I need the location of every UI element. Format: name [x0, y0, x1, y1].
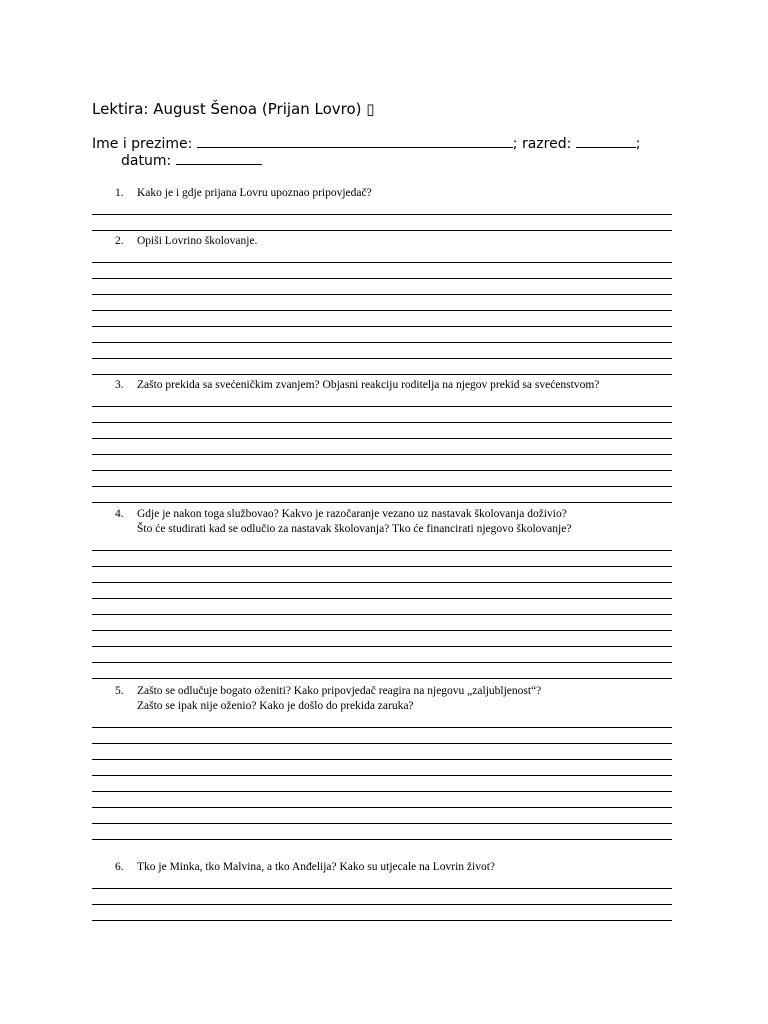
question-line: Zašto se ipak nije oženio? Kako je došlo do prekida zaruka? [137, 700, 414, 712]
answer-line[interactable] [92, 310, 672, 311]
answer-line[interactable] [92, 888, 672, 889]
question-text [137, 860, 495, 875]
question-text [137, 378, 599, 393]
answer-line[interactable] [92, 326, 672, 327]
answer-line[interactable] [92, 646, 672, 647]
page-title [92, 100, 375, 118]
answer-line[interactable] [92, 904, 672, 905]
question-number: 1. [115, 187, 124, 199]
answer-line[interactable] [92, 422, 672, 423]
question-text [137, 684, 541, 714]
class-label: ; razred: [512, 136, 572, 152]
answer-line[interactable] [92, 920, 672, 921]
date-line [121, 151, 262, 170]
question-line: Zašto prekida sa svećeničkim zvanjem? Objasni reakciju roditelja na njegov prekid sa svećenstvom? [137, 379, 600, 391]
answer-line[interactable] [92, 566, 672, 567]
class-semicolon: ; [635, 136, 641, 152]
answer-line[interactable] [92, 214, 672, 215]
question-line: Što će studirati kad se odlučio za nastavak školovanja? Tko će financirati njegovo školovanje? [137, 523, 572, 535]
question-number: 4. [115, 508, 124, 520]
question-text [137, 507, 571, 537]
date-blank[interactable] [176, 151, 262, 165]
question-line: Opiši Lovrino školovanje. [137, 235, 258, 247]
answer-line[interactable] [92, 727, 672, 728]
answer-line[interactable] [92, 374, 672, 375]
answer-line[interactable] [92, 839, 672, 840]
answer-line[interactable] [92, 662, 672, 663]
answer-line[interactable] [92, 550, 672, 551]
name-blank[interactable] [197, 134, 513, 148]
answer-line[interactable] [92, 278, 672, 279]
question-line: Zašto se odlučuje bogato oženiti? Kako pripovjedač reagira na njegovu „zaljubljenost“? [137, 685, 542, 697]
answer-line[interactable] [92, 582, 672, 583]
answer-line[interactable] [92, 630, 672, 631]
placeholder-glyph-icon: ▯ [366, 100, 375, 118]
answer-line[interactable] [92, 775, 672, 776]
date-label: datum: [121, 153, 172, 169]
question-line: Gdje je nakon toga službovao? Kakvo je razočaranje vezano uz nastavak školovanja doživio? [137, 508, 567, 520]
title-text: Lektira: August Šenoa (Prijan Lovro) [92, 100, 367, 118]
question-number: 5. [115, 685, 124, 697]
question-line: Tko je Minka, tko Malvina, a tko Anđelija? Kako su utjecale na Lovrin život? [137, 861, 495, 873]
name-label: Ime i prezime: [92, 136, 193, 152]
question-number: 2. [115, 235, 124, 247]
question-text [137, 186, 372, 201]
class-blank[interactable] [576, 134, 636, 148]
answer-line[interactable] [92, 743, 672, 744]
answer-line[interactable] [92, 678, 672, 679]
answer-line[interactable] [92, 823, 672, 824]
question-number: 3. [115, 379, 124, 391]
answer-line[interactable] [92, 230, 672, 231]
question-line: Kako je i gdje prijana Lovru upoznao pripovjedač? [137, 187, 372, 199]
answer-line[interactable] [92, 486, 672, 487]
answer-line[interactable] [92, 358, 672, 359]
answer-line[interactable] [92, 759, 672, 760]
answer-line[interactable] [92, 598, 672, 599]
answer-line[interactable] [92, 262, 672, 263]
answer-line[interactable] [92, 807, 672, 808]
answer-line[interactable] [92, 502, 672, 503]
answer-line[interactable] [92, 454, 672, 455]
answer-line[interactable] [92, 470, 672, 471]
question-number: 6. [115, 861, 124, 873]
answer-line[interactable] [92, 614, 672, 615]
answer-line[interactable] [92, 791, 672, 792]
answer-line[interactable] [92, 294, 672, 295]
answer-line[interactable] [92, 342, 672, 343]
answer-line[interactable] [92, 406, 672, 407]
question-text [137, 234, 257, 249]
answer-line[interactable] [92, 438, 672, 439]
